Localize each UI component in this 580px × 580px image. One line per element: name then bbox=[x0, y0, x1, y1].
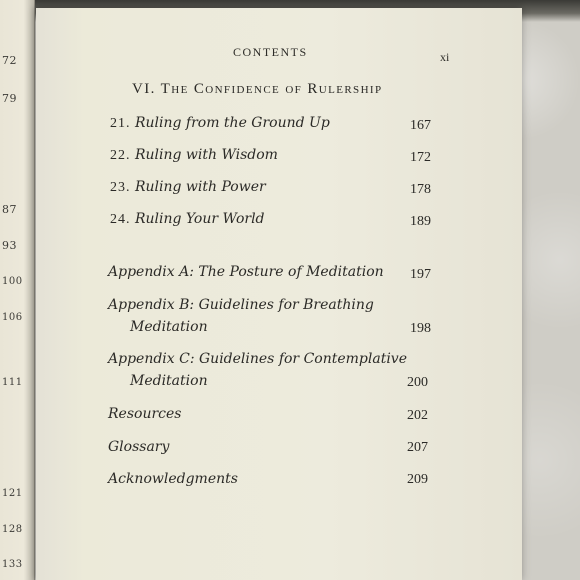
toc-appendix-entry-continued bbox=[108, 319, 208, 335]
entry-title: Glossary bbox=[108, 439, 170, 455]
chapter-title: Ruling with Wisdom bbox=[134, 147, 278, 163]
margin-page-number: 100 bbox=[2, 276, 23, 287]
toc-appendix-entry bbox=[108, 351, 407, 367]
entry-title-continued: Meditation bbox=[130, 373, 208, 389]
entry-page-number: 200 bbox=[407, 375, 428, 390]
toc-appendix-entry bbox=[108, 264, 384, 280]
entry-title: Appendix A: The Posture of Meditation bbox=[108, 264, 384, 280]
chapter-page-number: 189 bbox=[410, 214, 431, 229]
toc-chapter-entry bbox=[110, 179, 266, 196]
running-header-title: CONTENTS bbox=[233, 45, 308, 59]
chapter-page-number: 178 bbox=[410, 182, 431, 197]
entry-page-number: 198 bbox=[410, 321, 431, 336]
entry-page-number: 202 bbox=[407, 408, 428, 423]
entry-page-number: 207 bbox=[407, 440, 428, 455]
chapter-page-number: 172 bbox=[410, 150, 431, 165]
margin-page-number: 87 bbox=[2, 203, 17, 216]
margin-page-number: 72 bbox=[2, 54, 17, 67]
margin-page-number: 79 bbox=[2, 92, 17, 105]
margin-page-number: 106 bbox=[2, 312, 23, 323]
toc-entry bbox=[108, 439, 169, 455]
chapter-number: 23. bbox=[110, 180, 131, 195]
margin-page-number: 121 bbox=[2, 488, 23, 499]
toc-chapter-entry bbox=[110, 211, 265, 228]
margin-page-number: 133 bbox=[2, 559, 23, 570]
chapter-number: 21. bbox=[110, 116, 131, 131]
entry-title: Acknowledgments bbox=[108, 471, 238, 487]
margin-page-number: 128 bbox=[2, 524, 23, 535]
running-header-page-number: xi bbox=[440, 50, 450, 64]
chapter-page-number: 167 bbox=[410, 118, 431, 133]
toc-chapter-entry bbox=[110, 147, 278, 164]
entry-title: Resources bbox=[108, 406, 182, 422]
previous-page-edge bbox=[0, 0, 35, 580]
contents-page bbox=[36, 8, 522, 580]
entry-title-continued: Meditation bbox=[130, 319, 208, 335]
section-title: VI. The Confidence of Rulership bbox=[132, 81, 383, 97]
chapter-number: 22. bbox=[110, 148, 131, 163]
entry-title: Appendix B: Guidelines for Breathing bbox=[108, 297, 374, 313]
margin-page-number: 111 bbox=[2, 377, 23, 388]
chapter-title: Ruling from the Ground Up bbox=[134, 115, 330, 131]
toc-appendix-entry bbox=[108, 297, 374, 313]
entry-page-number: 209 bbox=[407, 472, 428, 487]
margin-page-number: 93 bbox=[2, 239, 17, 252]
entry-title: Appendix C: Guidelines for Contemplative bbox=[108, 351, 407, 367]
toc-chapter-entry bbox=[110, 115, 330, 132]
chapter-number: 24. bbox=[110, 212, 131, 227]
toc-entry bbox=[108, 406, 181, 422]
chapter-title: Ruling Your World bbox=[134, 211, 265, 227]
toc-entry bbox=[108, 471, 238, 487]
toc-appendix-entry-continued bbox=[108, 373, 208, 389]
chapter-title: Ruling with Power bbox=[134, 179, 266, 195]
entry-page-number: 197 bbox=[410, 267, 431, 282]
